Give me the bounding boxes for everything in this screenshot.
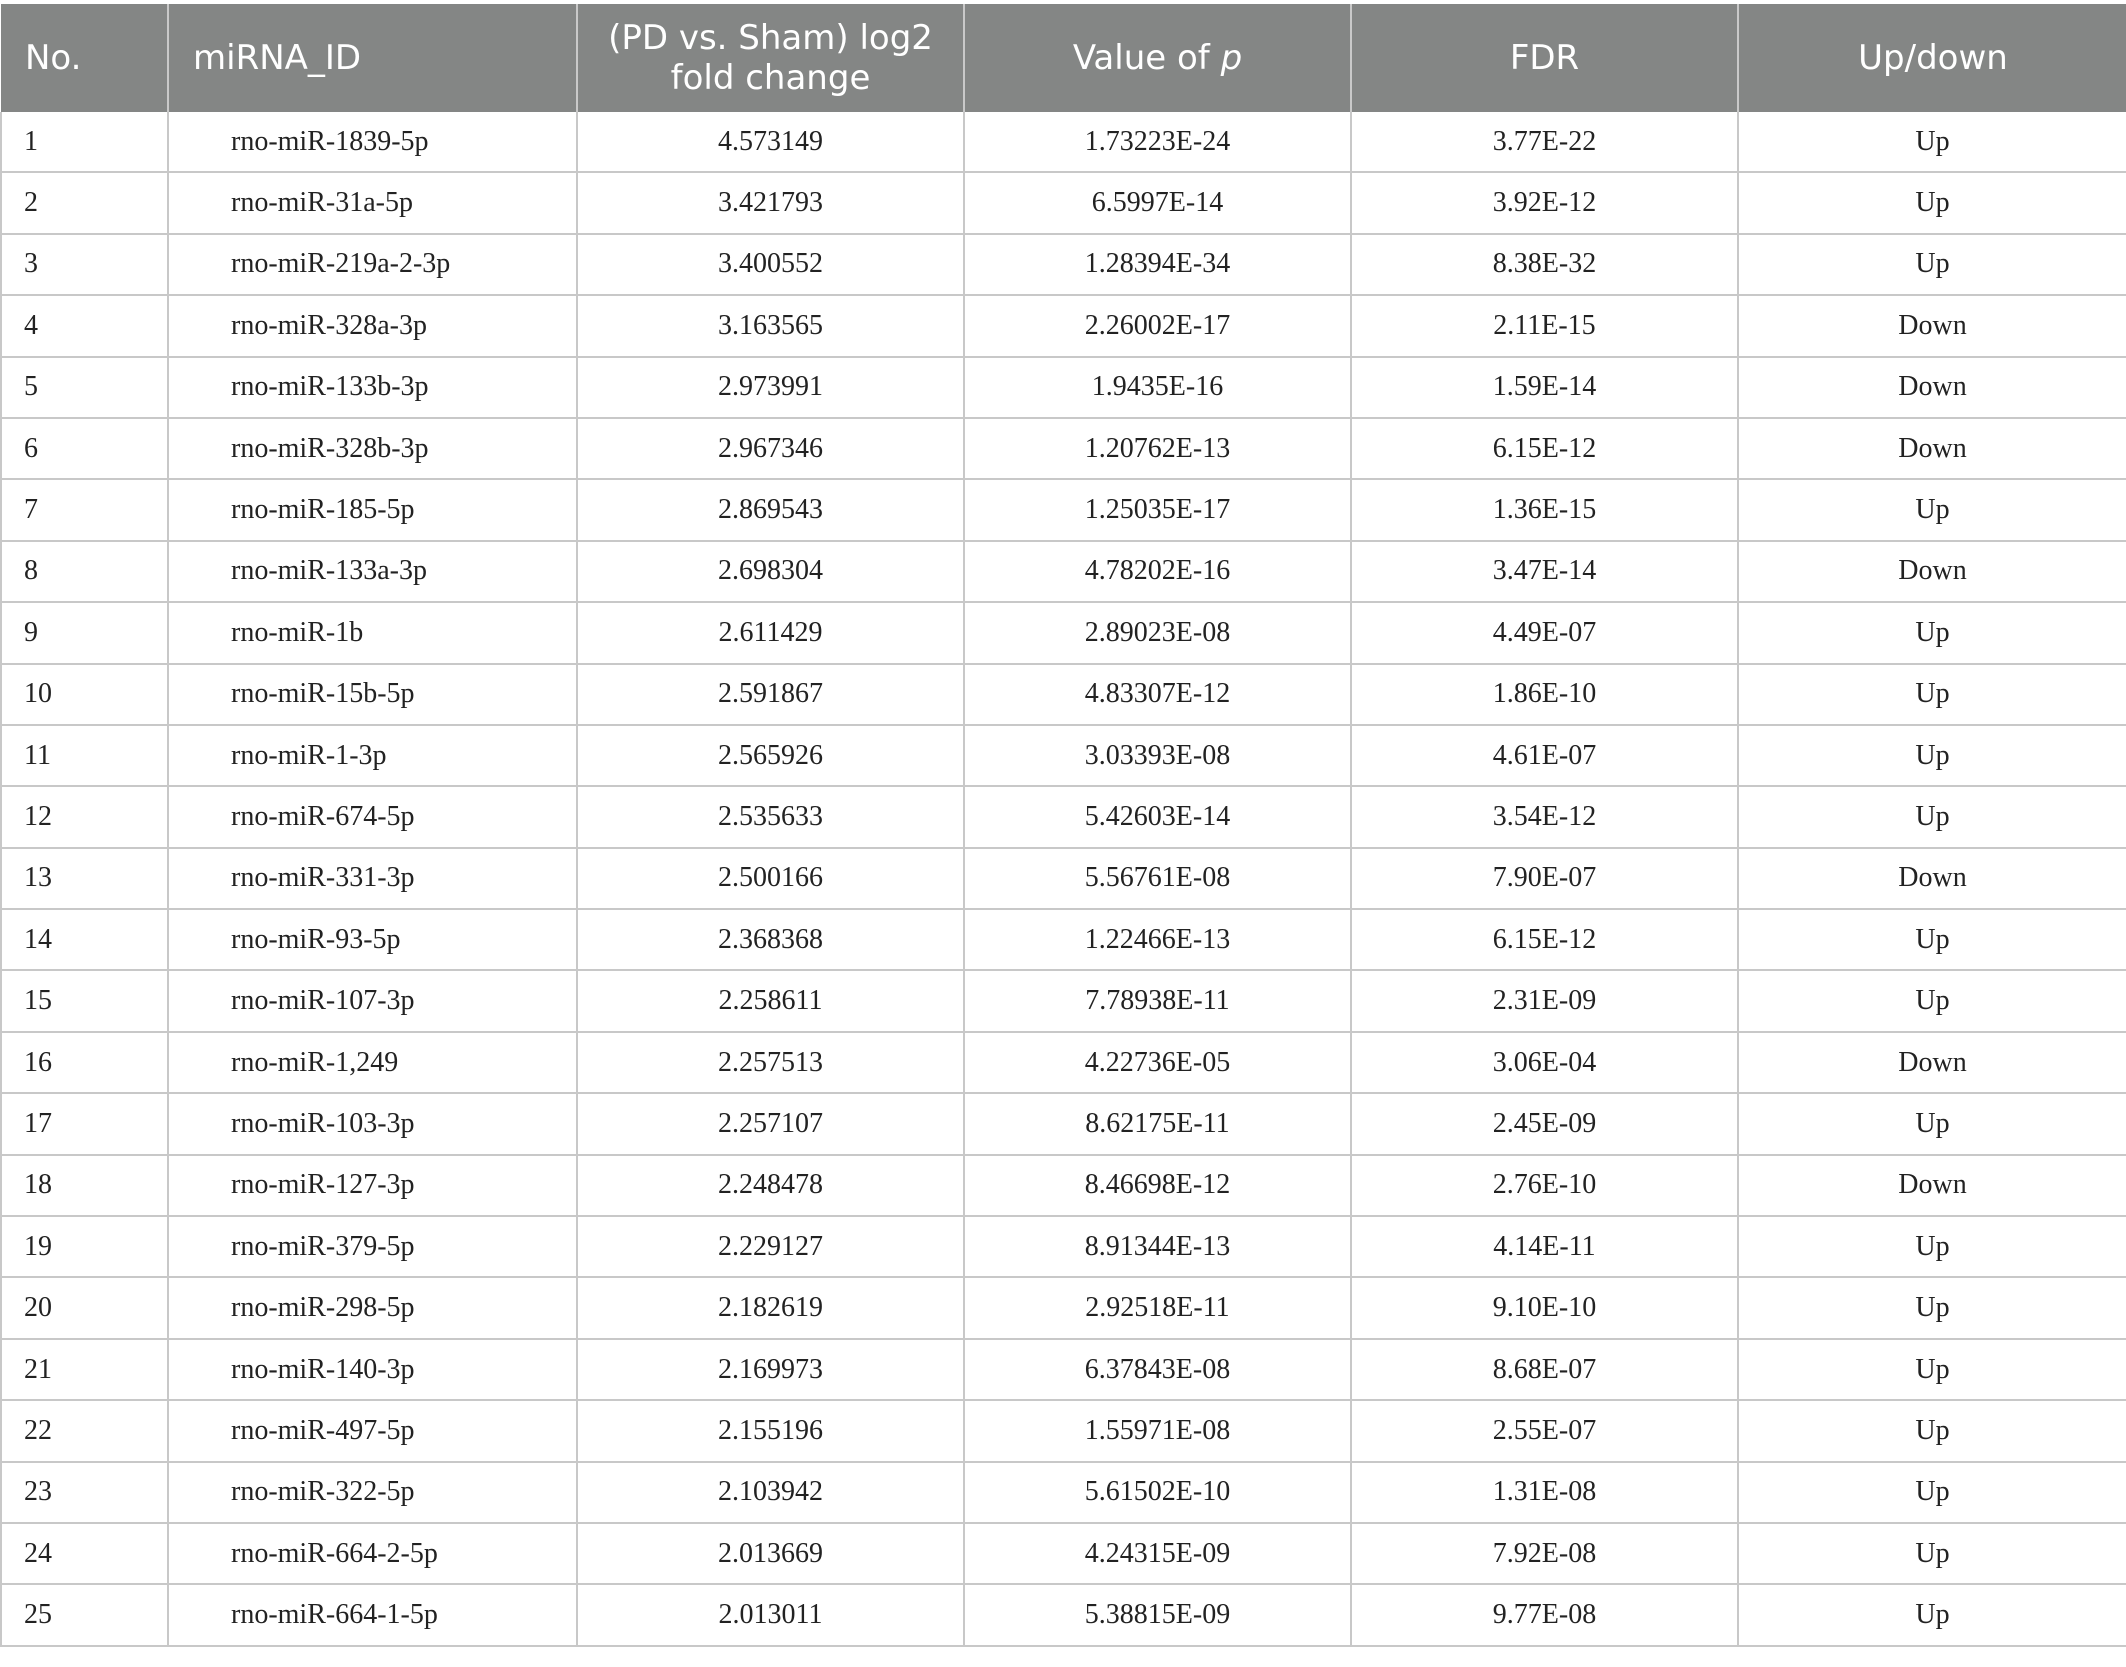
cell-mirna-id: rno-miR-133b-3p xyxy=(168,357,577,418)
cell-p-value: 4.24315E-09 xyxy=(964,1523,1351,1584)
cell-mirna-id: rno-miR-497-5p xyxy=(168,1400,577,1461)
table-row xyxy=(1,1216,2126,1277)
cell-fold-change: 2.591867 xyxy=(577,664,964,725)
cell-p-value: 8.62175E-11 xyxy=(964,1093,1351,1154)
cell-up-down: Down xyxy=(1738,848,2126,909)
cell-no: 1 xyxy=(1,112,168,172)
table-row xyxy=(1,1462,2126,1523)
cell-fold-change: 2.013669 xyxy=(577,1523,964,1584)
cell-fdr: 3.77E-22 xyxy=(1351,112,1738,172)
cell-no: 17 xyxy=(1,1093,168,1154)
header-fold-change: (PD vs. Sham) log2 fold change xyxy=(577,4,964,112)
cell-no: 24 xyxy=(1,1523,168,1584)
cell-mirna-id: rno-miR-674-5p xyxy=(168,786,577,847)
cell-up-down: Up xyxy=(1738,112,2126,172)
cell-fold-change: 2.229127 xyxy=(577,1216,964,1277)
cell-no: 12 xyxy=(1,786,168,847)
cell-no: 23 xyxy=(1,1462,168,1523)
table-row xyxy=(1,602,2126,663)
cell-p-value: 6.37843E-08 xyxy=(964,1339,1351,1400)
cell-mirna-id: rno-miR-1,249 xyxy=(168,1032,577,1093)
cell-fold-change: 2.169973 xyxy=(577,1339,964,1400)
cell-up-down: Up xyxy=(1738,1216,2126,1277)
cell-up-down: Down xyxy=(1738,418,2126,479)
table-row xyxy=(1,1155,2126,1216)
header-up-down: Up/down xyxy=(1738,4,2126,112)
cell-p-value: 5.56761E-08 xyxy=(964,848,1351,909)
cell-up-down: Up xyxy=(1738,1277,2126,1338)
cell-mirna-id: rno-miR-133a-3p xyxy=(168,541,577,602)
cell-no: 9 xyxy=(1,602,168,663)
header-no: No. xyxy=(1,4,168,112)
cell-p-value: 1.22466E-13 xyxy=(964,909,1351,970)
cell-no: 13 xyxy=(1,848,168,909)
cell-up-down: Up xyxy=(1738,1339,2126,1400)
cell-mirna-id: rno-miR-298-5p xyxy=(168,1277,577,1338)
cell-up-down: Up xyxy=(1738,1400,2126,1461)
cell-fold-change: 2.257513 xyxy=(577,1032,964,1093)
cell-fdr: 2.31E-09 xyxy=(1351,970,1738,1031)
cell-p-value: 2.89023E-08 xyxy=(964,602,1351,663)
cell-no: 7 xyxy=(1,479,168,540)
cell-no: 15 xyxy=(1,970,168,1031)
cell-fdr: 3.54E-12 xyxy=(1351,786,1738,847)
cell-no: 10 xyxy=(1,664,168,725)
cell-mirna-id: rno-miR-664-2-5p xyxy=(168,1523,577,1584)
cell-up-down: Down xyxy=(1738,1032,2126,1093)
cell-fdr: 3.92E-12 xyxy=(1351,172,1738,233)
cell-fdr: 7.90E-07 xyxy=(1351,848,1738,909)
cell-fold-change: 2.967346 xyxy=(577,418,964,479)
header-fdr: FDR xyxy=(1351,4,1738,112)
cell-up-down: Up xyxy=(1738,1523,2126,1584)
table-row xyxy=(1,295,2126,356)
cell-fold-change: 3.400552 xyxy=(577,234,964,295)
cell-fold-change: 2.698304 xyxy=(577,541,964,602)
table-row xyxy=(1,357,2126,418)
table-row xyxy=(1,1523,2126,1584)
cell-fdr: 9.77E-08 xyxy=(1351,1584,1738,1645)
cell-fold-change: 2.013011 xyxy=(577,1584,964,1645)
cell-no: 4 xyxy=(1,295,168,356)
cell-up-down: Up xyxy=(1738,1093,2126,1154)
cell-no: 11 xyxy=(1,725,168,786)
cell-mirna-id: rno-miR-328a-3p xyxy=(168,295,577,356)
cell-fdr: 6.15E-12 xyxy=(1351,418,1738,479)
cell-mirna-id: rno-miR-140-3p xyxy=(168,1339,577,1400)
table-row xyxy=(1,1093,2126,1154)
cell-mirna-id: rno-miR-1b xyxy=(168,602,577,663)
cell-mirna-id: rno-miR-219a-2-3p xyxy=(168,234,577,295)
cell-up-down: Up xyxy=(1738,725,2126,786)
cell-up-down: Up xyxy=(1738,234,2126,295)
table-row xyxy=(1,112,2126,172)
cell-mirna-id: rno-miR-379-5p xyxy=(168,1216,577,1277)
cell-p-value: 6.5997E-14 xyxy=(964,172,1351,233)
table-row xyxy=(1,909,2126,970)
cell-fdr: 4.61E-07 xyxy=(1351,725,1738,786)
cell-fold-change: 3.163565 xyxy=(577,295,964,356)
cell-p-value: 1.73223E-24 xyxy=(964,112,1351,172)
mirna-table-container xyxy=(0,4,2126,1647)
cell-no: 6 xyxy=(1,418,168,479)
cell-fold-change: 2.535633 xyxy=(577,786,964,847)
cell-mirna-id: rno-miR-15b-5p xyxy=(168,664,577,725)
cell-p-value: 8.46698E-12 xyxy=(964,1155,1351,1216)
cell-p-value: 8.91344E-13 xyxy=(964,1216,1351,1277)
table-row xyxy=(1,418,2126,479)
header-p-value-italic: p xyxy=(1220,38,1243,78)
cell-p-value: 1.28394E-34 xyxy=(964,234,1351,295)
cell-fdr: 2.76E-10 xyxy=(1351,1155,1738,1216)
cell-no: 25 xyxy=(1,1584,168,1645)
cell-up-down: Up xyxy=(1738,1462,2126,1523)
cell-mirna-id: rno-miR-93-5p xyxy=(168,909,577,970)
table-body xyxy=(1,112,2126,1646)
cell-mirna-id: rno-miR-664-1-5p xyxy=(168,1584,577,1645)
cell-up-down: Up xyxy=(1738,479,2126,540)
table-row xyxy=(1,1584,2126,1645)
header-p-value-prefix: Value of xyxy=(1072,38,1221,78)
cell-up-down: Up xyxy=(1738,602,2126,663)
cell-p-value: 5.38815E-09 xyxy=(964,1584,1351,1645)
cell-no: 18 xyxy=(1,1155,168,1216)
cell-fdr: 3.06E-04 xyxy=(1351,1032,1738,1093)
cell-fdr: 1.36E-15 xyxy=(1351,479,1738,540)
table-row xyxy=(1,1339,2126,1400)
cell-no: 2 xyxy=(1,172,168,233)
cell-fold-change: 3.421793 xyxy=(577,172,964,233)
cell-fold-change: 2.258611 xyxy=(577,970,964,1031)
table-row xyxy=(1,848,2126,909)
cell-p-value: 1.25035E-17 xyxy=(964,479,1351,540)
cell-fold-change: 2.500166 xyxy=(577,848,964,909)
mirna-table xyxy=(0,4,2126,1647)
cell-mirna-id: rno-miR-31a-5p xyxy=(168,172,577,233)
cell-fdr: 1.59E-14 xyxy=(1351,357,1738,418)
cell-fold-change: 2.155196 xyxy=(577,1400,964,1461)
cell-fold-change: 2.611429 xyxy=(577,602,964,663)
cell-mirna-id: rno-miR-103-3p xyxy=(168,1093,577,1154)
cell-up-down: Up xyxy=(1738,909,2126,970)
table-header xyxy=(1,4,2126,112)
cell-fold-change: 2.368368 xyxy=(577,909,964,970)
header-row xyxy=(1,4,2126,112)
cell-fold-change: 2.182619 xyxy=(577,1277,964,1338)
table-row xyxy=(1,234,2126,295)
cell-fdr: 1.31E-08 xyxy=(1351,1462,1738,1523)
cell-no: 16 xyxy=(1,1032,168,1093)
cell-no: 19 xyxy=(1,1216,168,1277)
cell-mirna-id: rno-miR-185-5p xyxy=(168,479,577,540)
cell-up-down: Up xyxy=(1738,1584,2126,1645)
cell-no: 3 xyxy=(1,234,168,295)
cell-up-down: Down xyxy=(1738,357,2126,418)
cell-fold-change: 2.565926 xyxy=(577,725,964,786)
cell-p-value: 3.03393E-08 xyxy=(964,725,1351,786)
table-row xyxy=(1,1400,2126,1461)
cell-fdr: 1.86E-10 xyxy=(1351,664,1738,725)
cell-fold-change: 2.869543 xyxy=(577,479,964,540)
table-row xyxy=(1,786,2126,847)
cell-mirna-id: rno-miR-331-3p xyxy=(168,848,577,909)
cell-mirna-id: rno-miR-322-5p xyxy=(168,1462,577,1523)
cell-fdr: 4.49E-07 xyxy=(1351,602,1738,663)
cell-p-value: 4.78202E-16 xyxy=(964,541,1351,602)
cell-up-down: Down xyxy=(1738,295,2126,356)
cell-up-down: Up xyxy=(1738,786,2126,847)
cell-mirna-id: rno-miR-127-3p xyxy=(168,1155,577,1216)
table-row xyxy=(1,172,2126,233)
cell-p-value: 1.9435E-16 xyxy=(964,357,1351,418)
cell-up-down: Up xyxy=(1738,664,2126,725)
cell-fold-change: 2.103942 xyxy=(577,1462,964,1523)
cell-fdr: 9.10E-10 xyxy=(1351,1277,1738,1338)
cell-p-value: 5.61502E-10 xyxy=(964,1462,1351,1523)
cell-mirna-id: rno-miR-107-3p xyxy=(168,970,577,1031)
table-row xyxy=(1,1032,2126,1093)
cell-no: 20 xyxy=(1,1277,168,1338)
cell-fdr: 6.15E-12 xyxy=(1351,909,1738,970)
cell-fdr: 7.92E-08 xyxy=(1351,1523,1738,1584)
header-p-value xyxy=(964,4,1351,112)
cell-p-value: 4.22736E-05 xyxy=(964,1032,1351,1093)
cell-fdr: 2.45E-09 xyxy=(1351,1093,1738,1154)
table-row xyxy=(1,1277,2126,1338)
table-row xyxy=(1,541,2126,602)
table-row xyxy=(1,664,2126,725)
cell-mirna-id: rno-miR-1-3p xyxy=(168,725,577,786)
cell-fdr: 3.47E-14 xyxy=(1351,541,1738,602)
cell-up-down: Down xyxy=(1738,541,2126,602)
header-mirna-id: miRNA_ID xyxy=(168,4,577,112)
cell-fdr: 2.11E-15 xyxy=(1351,295,1738,356)
cell-fdr: 4.14E-11 xyxy=(1351,1216,1738,1277)
cell-mirna-id: rno-miR-328b-3p xyxy=(168,418,577,479)
cell-no: 22 xyxy=(1,1400,168,1461)
cell-mirna-id: rno-miR-1839-5p xyxy=(168,112,577,172)
table-row xyxy=(1,970,2126,1031)
cell-fold-change: 2.973991 xyxy=(577,357,964,418)
table-row xyxy=(1,725,2126,786)
table-row xyxy=(1,479,2126,540)
cell-no: 5 xyxy=(1,357,168,418)
cell-up-down: Down xyxy=(1738,1155,2126,1216)
cell-fdr: 2.55E-07 xyxy=(1351,1400,1738,1461)
cell-fold-change: 2.257107 xyxy=(577,1093,964,1154)
cell-p-value: 4.83307E-12 xyxy=(964,664,1351,725)
cell-no: 21 xyxy=(1,1339,168,1400)
cell-p-value: 7.78938E-11 xyxy=(964,970,1351,1031)
cell-fdr: 8.38E-32 xyxy=(1351,234,1738,295)
cell-up-down: Up xyxy=(1738,970,2126,1031)
cell-no: 8 xyxy=(1,541,168,602)
cell-fdr: 8.68E-07 xyxy=(1351,1339,1738,1400)
cell-no: 14 xyxy=(1,909,168,970)
cell-p-value: 2.92518E-11 xyxy=(964,1277,1351,1338)
cell-p-value: 2.26002E-17 xyxy=(964,295,1351,356)
cell-p-value: 1.20762E-13 xyxy=(964,418,1351,479)
cell-up-down: Up xyxy=(1738,172,2126,233)
cell-fold-change: 4.573149 xyxy=(577,112,964,172)
cell-p-value: 5.42603E-14 xyxy=(964,786,1351,847)
cell-p-value: 1.55971E-08 xyxy=(964,1400,1351,1461)
cell-fold-change: 2.248478 xyxy=(577,1155,964,1216)
